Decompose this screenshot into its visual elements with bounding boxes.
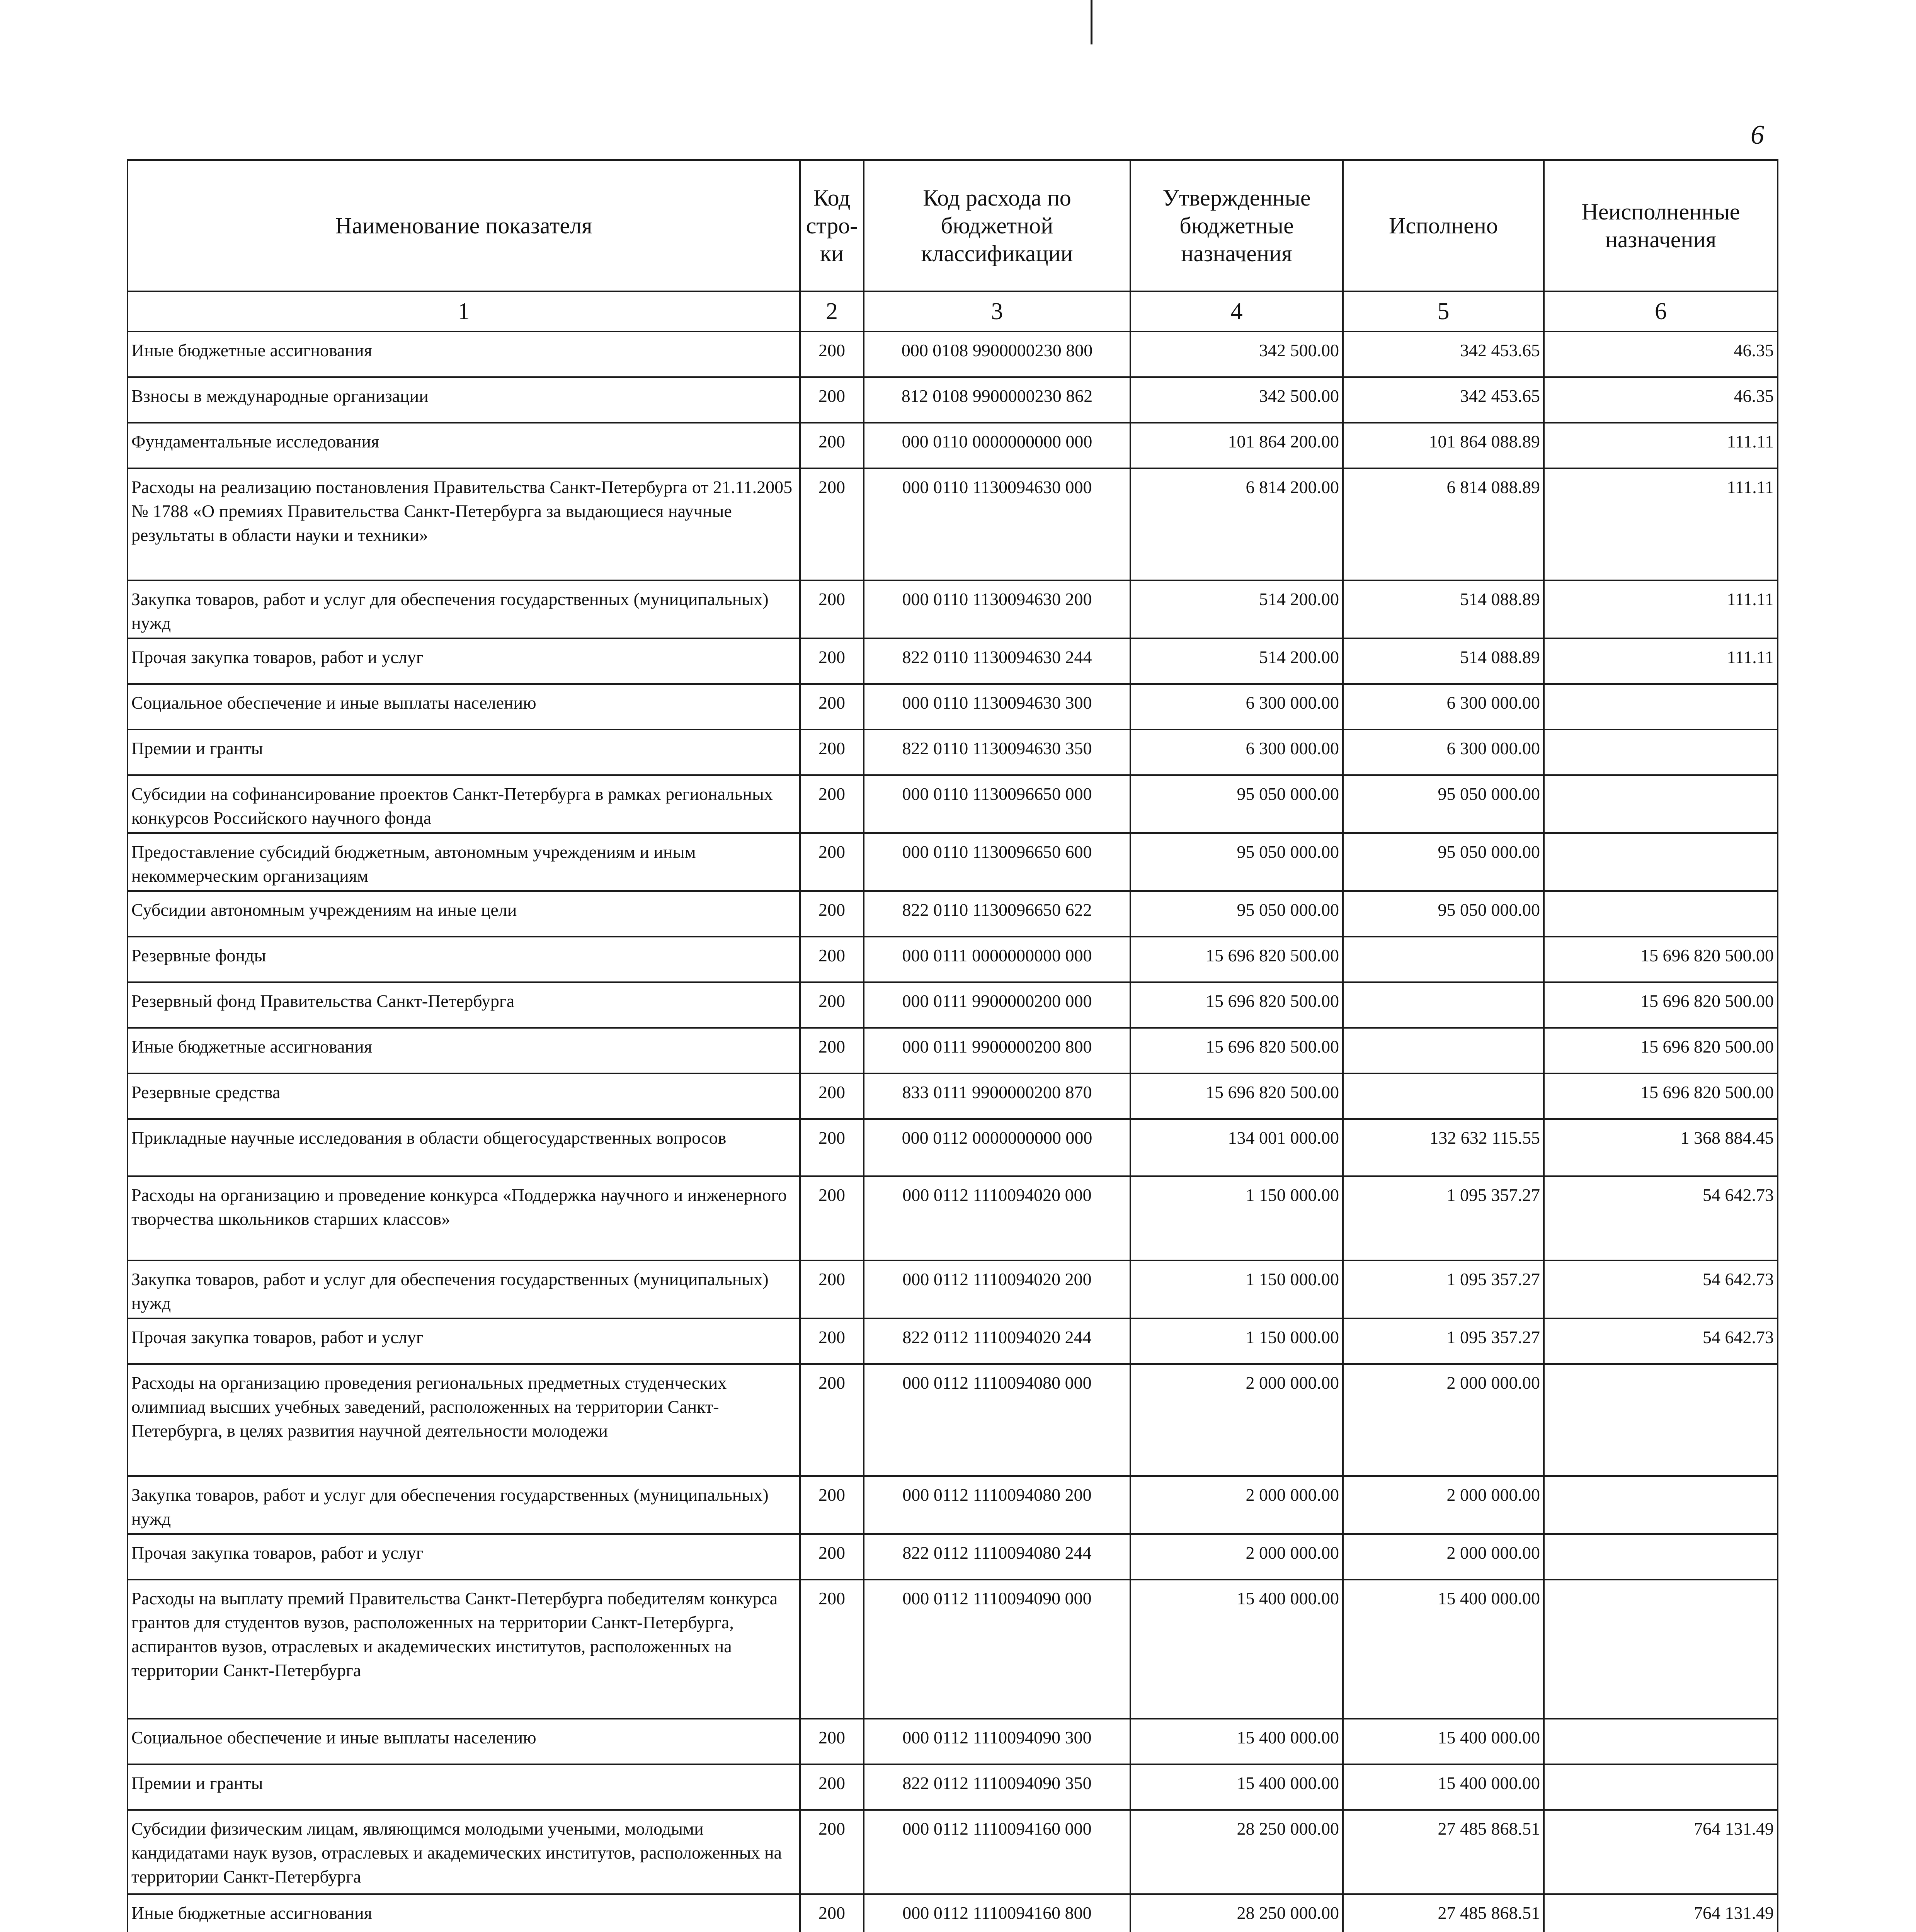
cell-approved: 6 300 000.00 <box>1130 730 1343 775</box>
cell-executed: 6 300 000.00 <box>1343 684 1544 730</box>
cell-name: Предоставление субсидий бюджетным, автономным учреждениям и иным некоммерческим организациям <box>128 833 800 891</box>
cell-line-code: 200 <box>800 638 864 684</box>
cell-approved: 28 250 000.00 <box>1130 1810 1343 1894</box>
cell-expense-code: 822 0110 1130096650 622 <box>864 891 1130 937</box>
cell-approved: 2 000 000.00 <box>1130 1476 1343 1534</box>
cell-approved: 95 050 000.00 <box>1130 833 1343 891</box>
cell-name: Прикладные научные исследования в области общегосударственных вопросов <box>128 1119 800 1176</box>
cell-name: Расходы на организацию проведения региональных предметных студенческих олимпиад высших учебных заведений, расположенных на территории Санкт-Петербурга, в целях развития научной деятельности молодежи <box>128 1364 800 1476</box>
header-expense-code: Код расхода по бюджетной классификации <box>864 160 1130 291</box>
column-number: 5 <box>1343 291 1544 332</box>
cell-expense-code: 822 0110 1130094630 350 <box>864 730 1130 775</box>
cell-unexecuted <box>1544 1534 1778 1580</box>
cell-executed: 15 400 000.00 <box>1343 1719 1544 1764</box>
cell-approved: 95 050 000.00 <box>1130 775 1343 833</box>
header-indicator-name: Наименование показателя <box>128 160 800 291</box>
cell-name: Иные бюджетные ассигнования <box>128 1894 800 1932</box>
cell-line-code: 200 <box>800 377 864 423</box>
cell-expense-code: 000 0112 1110094160 800 <box>864 1894 1130 1932</box>
table-row <box>128 775 1778 833</box>
cell-unexecuted <box>1544 1364 1778 1476</box>
cell-line-code: 200 <box>800 1534 864 1580</box>
table-row <box>128 1119 1778 1176</box>
cell-unexecuted: 15 696 820 500.00 <box>1544 1073 1778 1119</box>
cell-name: Расходы на организацию и проведение конкурса «Поддержка научного и инженерного творчества школьников старших классов» <box>128 1176 800 1260</box>
table-row <box>128 833 1778 891</box>
table-row <box>128 730 1778 775</box>
cell-name: Прочая закупка товаров, работ и услуг <box>128 1534 800 1580</box>
cell-unexecuted: 15 696 820 500.00 <box>1544 1028 1778 1073</box>
cell-line-code: 200 <box>800 1364 864 1476</box>
table-row <box>128 423 1778 468</box>
cell-name: Закупка товаров, работ и услуг для обеспечения государственных (муниципальных) нужд <box>128 1260 800 1318</box>
cell-executed <box>1343 1028 1544 1073</box>
table-row <box>128 1580 1778 1719</box>
column-number: 4 <box>1130 291 1343 332</box>
cell-approved: 15 696 820 500.00 <box>1130 937 1343 982</box>
cell-executed: 15 400 000.00 <box>1343 1764 1544 1810</box>
cell-expense-code: 000 0112 1110094160 000 <box>864 1810 1130 1894</box>
cell-unexecuted <box>1544 730 1778 775</box>
cell-line-code: 200 <box>800 1580 864 1719</box>
cell-executed: 1 095 357.27 <box>1343 1318 1544 1364</box>
cell-name: Резервные средства <box>128 1073 800 1119</box>
cell-executed: 27 485 868.51 <box>1343 1894 1544 1932</box>
cell-expense-code: 000 0111 9900000200 000 <box>864 982 1130 1028</box>
cell-unexecuted: 111.11 <box>1544 638 1778 684</box>
cell-name: Расходы на выплату премий Правительства Санкт-Петербурга победителям конкурса грантов для студентов вузов, расположенных на территории Санкт-Петербурга, аспирантов вузов, отраслевых и академических институтов, расположенных на территории Санкт-Петербурга <box>128 1580 800 1719</box>
cell-line-code: 200 <box>800 775 864 833</box>
cell-name: Субсидии физическим лицам, являющимся молодыми учеными, молодыми кандидатами наук вузов, отраслевых и академических институтов, расположенных на территории Санкт-Петербурга <box>128 1810 800 1894</box>
page-number: 6 <box>1751 120 1764 150</box>
table-header-row <box>128 160 1778 291</box>
cell-approved: 514 200.00 <box>1130 580 1343 638</box>
cell-expense-code: 000 0111 0000000000 000 <box>864 937 1130 982</box>
cell-executed: 1 095 357.27 <box>1343 1176 1544 1260</box>
cell-unexecuted: 54 642.73 <box>1544 1260 1778 1318</box>
cell-line-code: 200 <box>800 580 864 638</box>
cell-name: Иные бюджетные ассигнования <box>128 1028 800 1073</box>
cell-line-code: 200 <box>800 1810 864 1894</box>
cell-line-code: 200 <box>800 982 864 1028</box>
cell-unexecuted: 764 131.49 <box>1544 1894 1778 1932</box>
cell-approved: 15 400 000.00 <box>1130 1580 1343 1719</box>
cell-executed: 27 485 868.51 <box>1343 1810 1544 1894</box>
cell-approved: 15 400 000.00 <box>1130 1764 1343 1810</box>
cell-unexecuted: 15 696 820 500.00 <box>1544 937 1778 982</box>
cell-executed: 342 453.65 <box>1343 377 1544 423</box>
cell-line-code: 200 <box>800 1476 864 1534</box>
cell-approved: 342 500.00 <box>1130 377 1343 423</box>
cell-expense-code: 000 0112 1110094020 000 <box>864 1176 1130 1260</box>
cell-expense-code: 000 0108 9900000230 800 <box>864 332 1130 377</box>
cell-name: Взносы в международные организации <box>128 377 800 423</box>
cell-unexecuted: 46.35 <box>1544 332 1778 377</box>
cell-executed: 6 814 088.89 <box>1343 468 1544 580</box>
cell-approved: 28 250 000.00 <box>1130 1894 1343 1932</box>
cell-name: Закупка товаров, работ и услуг для обеспечения государственных (муниципальных) нужд <box>128 1476 800 1534</box>
cell-approved: 15 696 820 500.00 <box>1130 1073 1343 1119</box>
cell-unexecuted: 54 642.73 <box>1544 1176 1778 1260</box>
cell-expense-code: 833 0111 9900000200 870 <box>864 1073 1130 1119</box>
cell-line-code: 200 <box>800 1719 864 1764</box>
cell-unexecuted: 764 131.49 <box>1544 1810 1778 1894</box>
cell-name: Иные бюджетные ассигнования <box>128 332 800 377</box>
table-row <box>128 982 1778 1028</box>
cell-executed: 132 632 115.55 <box>1343 1119 1544 1176</box>
cell-unexecuted: 111.11 <box>1544 580 1778 638</box>
cell-expense-code: 822 0112 1110094090 350 <box>864 1764 1130 1810</box>
cell-line-code: 200 <box>800 891 864 937</box>
column-number: 6 <box>1544 291 1778 332</box>
table-row <box>128 332 1778 377</box>
cell-line-code: 200 <box>800 1176 864 1260</box>
cell-line-code: 200 <box>800 833 864 891</box>
cell-expense-code: 000 0112 0000000000 000 <box>864 1119 1130 1176</box>
cell-approved: 134 001 000.00 <box>1130 1119 1343 1176</box>
cell-expense-code: 000 0112 1110094090 000 <box>864 1580 1130 1719</box>
cell-unexecuted: 111.11 <box>1544 468 1778 580</box>
table-row <box>128 1073 1778 1119</box>
table-row <box>128 1176 1778 1260</box>
cell-executed <box>1343 937 1544 982</box>
cell-line-code: 200 <box>800 1073 864 1119</box>
cell-approved: 342 500.00 <box>1130 332 1343 377</box>
cell-expense-code: 000 0112 1110094080 200 <box>864 1476 1130 1534</box>
cell-expense-code: 822 0112 1110094080 244 <box>864 1534 1130 1580</box>
cell-line-code: 200 <box>800 468 864 580</box>
cell-unexecuted: 15 696 820 500.00 <box>1544 982 1778 1028</box>
budget-execution-table <box>127 159 1778 1932</box>
cell-approved: 6 300 000.00 <box>1130 684 1343 730</box>
cell-name: Премии и гранты <box>128 730 800 775</box>
table-row <box>128 1364 1778 1476</box>
cell-unexecuted <box>1544 1476 1778 1534</box>
cell-name: Социальное обеспечение и иные выплаты населению <box>128 684 800 730</box>
table-row <box>128 1260 1778 1318</box>
cell-name: Закупка товаров, работ и услуг для обеспечения государственных (муниципальных) нужд <box>128 580 800 638</box>
cell-approved: 1 150 000.00 <box>1130 1318 1343 1364</box>
cell-approved: 15 696 820 500.00 <box>1130 1028 1343 1073</box>
cell-executed: 95 050 000.00 <box>1343 775 1544 833</box>
cell-executed <box>1343 982 1544 1028</box>
cell-name: Социальное обеспечение и иные выплаты населению <box>128 1719 800 1764</box>
cell-expense-code: 000 0112 1110094020 200 <box>864 1260 1130 1318</box>
cell-executed: 6 300 000.00 <box>1343 730 1544 775</box>
cell-approved: 2 000 000.00 <box>1130 1534 1343 1580</box>
table-body <box>128 332 1778 1932</box>
cell-expense-code: 000 0110 1130096650 000 <box>864 775 1130 833</box>
table-row <box>128 638 1778 684</box>
cell-expense-code: 000 0112 1110094080 000 <box>864 1364 1130 1476</box>
cell-approved: 6 814 200.00 <box>1130 468 1343 580</box>
cell-unexecuted <box>1544 684 1778 730</box>
cell-unexecuted: 46.35 <box>1544 377 1778 423</box>
header-approved: Утвержденные бюджетные назначения <box>1130 160 1343 291</box>
cell-approved: 2 000 000.00 <box>1130 1364 1343 1476</box>
table-row <box>128 1028 1778 1073</box>
header-line-code: Код стро-ки <box>800 160 864 291</box>
cell-name: Прочая закупка товаров, работ и услуг <box>128 1318 800 1364</box>
cell-executed: 95 050 000.00 <box>1343 891 1544 937</box>
column-number: 1 <box>128 291 800 332</box>
cell-expense-code: 822 0112 1110094020 244 <box>864 1318 1130 1364</box>
header-unexecuted: Неисполненные назначения <box>1544 160 1778 291</box>
cell-expense-code: 000 0112 1110094090 300 <box>864 1719 1130 1764</box>
cell-name: Субсидии на софинансирование проектов Санкт-Петербурга в рамках региональных конкурсов Российского научного фонда <box>128 775 800 833</box>
cell-unexecuted <box>1544 891 1778 937</box>
cell-expense-code: 000 0110 0000000000 000 <box>864 423 1130 468</box>
cell-approved: 101 864 200.00 <box>1130 423 1343 468</box>
table-row <box>128 1810 1778 1894</box>
table-row <box>128 1764 1778 1810</box>
cell-unexecuted <box>1544 833 1778 891</box>
cell-name: Фундаментальные исследования <box>128 423 800 468</box>
cell-name: Расходы на реализацию постановления Правительства Санкт-Петербурга от 21.11.2005 № 1788 «О премиях Правительства Санкт-Петербурга за выдающиеся научные результаты в области науки и техники» <box>128 468 800 580</box>
header-executed: Исполнено <box>1343 160 1544 291</box>
cell-unexecuted: 111.11 <box>1544 423 1778 468</box>
table-row <box>128 1476 1778 1534</box>
cell-line-code: 200 <box>800 423 864 468</box>
cell-name: Прочая закупка товаров, работ и услуг <box>128 638 800 684</box>
cell-executed <box>1343 1073 1544 1119</box>
table-row <box>128 1534 1778 1580</box>
column-number-row <box>128 291 1778 332</box>
cell-unexecuted <box>1544 1580 1778 1719</box>
column-number: 3 <box>864 291 1130 332</box>
table-row <box>128 468 1778 580</box>
cell-line-code: 200 <box>800 684 864 730</box>
cell-expense-code: 000 0110 1130096650 600 <box>864 833 1130 891</box>
cell-line-code: 200 <box>800 1260 864 1318</box>
cell-executed: 514 088.89 <box>1343 638 1544 684</box>
cell-executed: 95 050 000.00 <box>1343 833 1544 891</box>
cell-executed: 2 000 000.00 <box>1343 1364 1544 1476</box>
cell-executed: 1 095 357.27 <box>1343 1260 1544 1318</box>
cell-executed: 514 088.89 <box>1343 580 1544 638</box>
cell-executed: 101 864 088.89 <box>1343 423 1544 468</box>
cell-approved: 1 150 000.00 <box>1130 1176 1343 1260</box>
cell-unexecuted <box>1544 1719 1778 1764</box>
cell-name: Субсидии автономным учреждениям на иные цели <box>128 891 800 937</box>
table-row <box>128 937 1778 982</box>
cell-expense-code: 000 0110 1130094630 200 <box>864 580 1130 638</box>
cell-name: Резервные фонды <box>128 937 800 982</box>
cell-expense-code: 822 0110 1130094630 244 <box>864 638 1130 684</box>
table-row <box>128 377 1778 423</box>
cell-executed: 2 000 000.00 <box>1343 1476 1544 1534</box>
cell-expense-code: 812 0108 9900000230 862 <box>864 377 1130 423</box>
cell-line-code: 200 <box>800 332 864 377</box>
table-row <box>128 1894 1778 1932</box>
cell-line-code: 200 <box>800 1119 864 1176</box>
cell-line-code: 200 <box>800 1764 864 1810</box>
cell-unexecuted <box>1544 775 1778 833</box>
cell-line-code: 200 <box>800 1894 864 1932</box>
table-row <box>128 580 1778 638</box>
cell-expense-code: 000 0111 9900000200 800 <box>864 1028 1130 1073</box>
cell-expense-code: 000 0110 1130094630 300 <box>864 684 1130 730</box>
cell-approved: 15 696 820 500.00 <box>1130 982 1343 1028</box>
cell-executed: 342 453.65 <box>1343 332 1544 377</box>
cell-line-code: 200 <box>800 730 864 775</box>
cell-unexecuted: 54 642.73 <box>1544 1318 1778 1364</box>
table-row <box>128 1719 1778 1764</box>
table-row <box>128 684 1778 730</box>
cell-expense-code: 000 0110 1130094630 000 <box>864 468 1130 580</box>
cell-approved: 1 150 000.00 <box>1130 1260 1343 1318</box>
cell-executed: 15 400 000.00 <box>1343 1580 1544 1719</box>
table-row <box>128 891 1778 937</box>
cell-name: Резервный фонд Правительства Санкт-Петербурга <box>128 982 800 1028</box>
cell-line-code: 200 <box>800 937 864 982</box>
cell-line-code: 200 <box>800 1318 864 1364</box>
cell-approved: 95 050 000.00 <box>1130 891 1343 937</box>
cell-executed: 2 000 000.00 <box>1343 1534 1544 1580</box>
cell-line-code: 200 <box>800 1028 864 1073</box>
cell-unexecuted <box>1544 1764 1778 1810</box>
scan-mark <box>1091 0 1092 44</box>
column-number: 2 <box>800 291 864 332</box>
cell-approved: 15 400 000.00 <box>1130 1719 1343 1764</box>
cell-name: Премии и гранты <box>128 1764 800 1810</box>
table-row <box>128 1318 1778 1364</box>
cell-approved: 514 200.00 <box>1130 638 1343 684</box>
cell-unexecuted: 1 368 884.45 <box>1544 1119 1778 1176</box>
